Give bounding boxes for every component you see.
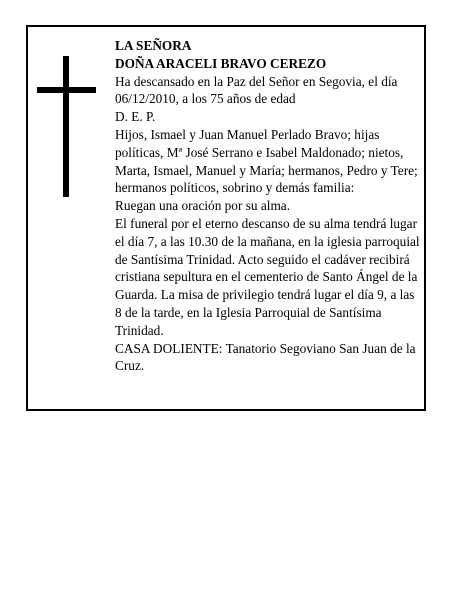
deceased-name: DOÑA ARACELI BRAVO CEREZO [115,55,327,71]
death-statement: Ha descansado en la Paz del Señor en Segovia, el día 06/12/2010, a los 75 años de edad [115,73,398,107]
cross-horizontal-bar [37,87,96,93]
cross-vertical-bar [63,56,69,197]
dep-abbreviation: D. E. P. [115,109,156,125]
obituary-text [115,37,423,375]
family-list: Hijos, Ismael y Juan Manuel Perlado Bravo; hijas políticas, Mª José Serrano e Isabel Maldonado; nietos, Marta, Ismael, Manuel y María; hermanos, Pedro y Tere; hermanos políticos, sobrino y demás familia: [115,126,418,196]
title-line-1: LA SEÑORA [115,38,192,53]
mourning-house: CASA DOLIENTE: Tanatorio Segoviano San Juan de la Cruz. [115,340,416,374]
prayer-request: Ruegan una oración por su alma. [115,198,291,214]
funeral-details: El funeral por el eterno descanso de su alma tendrá lugar el día 7, a las 10.30 de la mañana, en la iglesia parroquial de Santísima Trinidad. Acto seguido el cadáver recibirá cristiana sepultura en el cementerio de Santo Ángel de la Guarda. La misa de privilegio tendrá lugar el día 9, a las 8 de la tarde, en la Iglesia Parroquial de Santísima Trinidad. [115,215,420,338]
